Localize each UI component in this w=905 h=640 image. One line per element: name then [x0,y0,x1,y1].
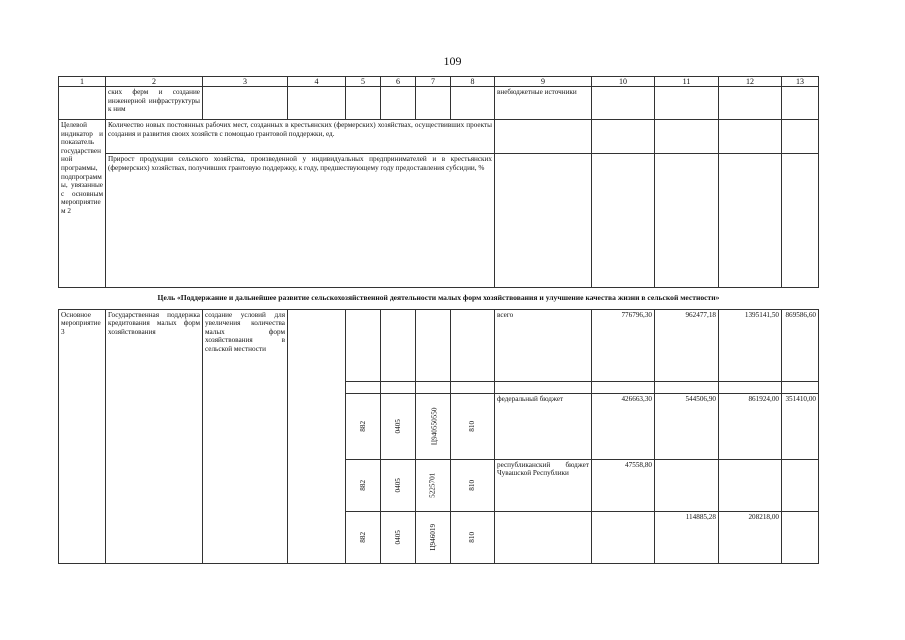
table-cell [288,309,346,563]
value-republic2-11: 114885,28 [655,511,719,563]
rzpr-code: 0405 [381,459,416,511]
measure-total-row [59,309,819,381]
table-cell [592,154,655,288]
table-cell [451,381,495,393]
value-federal-11: 544506,90 [655,393,719,459]
table-cell [381,87,416,120]
rzpr-code: 0405 [381,511,416,563]
table-cell [655,381,719,393]
csr-code: 5225701 [416,459,451,511]
col-header: 8 [451,77,495,87]
table-cell [451,309,495,381]
table-cell [782,120,819,154]
table-cell [416,309,451,381]
vr-code: 810 [451,511,495,563]
vr-code: 810 [451,459,495,511]
col-header: 6 [381,77,416,87]
table-cell [719,381,782,393]
col-header: 4 [288,77,346,87]
continuation-row [59,87,819,120]
value-federal-10: 426663,30 [592,393,655,459]
measure-label: Основное мероприятие 3 [59,309,106,563]
header-row [59,77,819,87]
col-header: 12 [719,77,782,87]
col-header: 10 [592,77,655,87]
table-cell [495,120,592,154]
table-cell [782,459,819,511]
table-cell [346,381,381,393]
col-header: 2 [106,77,203,87]
table-cell [719,120,782,154]
table-cell [592,87,655,120]
value-republic-10: 47558,80 [592,459,655,511]
source-federal: федеральный бюджет [495,393,592,459]
rzpr-code: 0405 [381,393,416,459]
col-header: 13 [782,77,819,87]
measure-title: Государственная поддержка кредитования малых форм хозяйствования [106,309,203,563]
table-cell [592,511,655,563]
indicator-row-2 [59,154,819,288]
source-total: всего [495,309,592,381]
col-header: 11 [655,77,719,87]
indicator-item-1: Количество новых постоянных рабочих мест, созданных в крестьянских (фермерских) хозяйствах, осуществивших проекты создания и развития своих хозяйств с помощью грантовой поддержки, ед. [106,120,495,154]
table-cell [782,381,819,393]
table-cell [782,87,819,120]
table-cell [782,154,819,288]
col-header: 9 [495,77,592,87]
table-cell [381,381,416,393]
table-cell [655,154,719,288]
table-cell [59,87,106,120]
csr-code: Ц940550550 [416,393,451,459]
table-cell [495,154,592,288]
csr-code: Ц946019 [416,511,451,563]
value-total-13: 869586,60 [782,309,819,381]
table-cell [288,87,346,120]
indicator-item-2: Прирост продукции сельского хозяйства, произведенной у индивидуальных предпринимателей и в крестьянских (фермерских) хозяйствах, получивших грантовую поддержку, к году, предшествующему году предоставления субсидии, % [106,154,495,288]
indicator-label: Целевой индикатор и показатель государственной программы, подпрограммы, увязанные с основным мероприятием 2 [59,120,106,288]
indicator-row-1 [59,120,819,154]
table-cell [655,459,719,511]
table-cell [782,511,819,563]
measure-goal: создание условий для увеличения количества малых форм хозяйствования в сельской местности [203,309,288,563]
value-federal-12: 861924,00 [719,393,782,459]
table-cell [719,459,782,511]
table-cell [719,87,782,120]
col-header: 1 [59,77,106,87]
value-republic2-12: 208218,00 [719,511,782,563]
value-total-12: 1395141,50 [719,309,782,381]
value-federal-13: 351410,00 [782,393,819,459]
table-cell [451,87,495,120]
table-cell [655,87,719,120]
table-cell [416,87,451,120]
col-header: 3 [203,77,288,87]
cont-cell-description: ских ферм и создание инженерной инфраструктуры к ним [106,87,203,120]
table-cell [719,154,782,288]
source-republic: республиканский бюджет Чувашской Республики [495,459,592,511]
grbs-code: 882 [346,511,381,563]
budget-table [58,76,819,564]
table-cell [346,87,381,120]
col-header: 5 [346,77,381,87]
table-cell [495,381,592,393]
table-cell [592,381,655,393]
table-cell [495,511,592,563]
table-cell [655,120,719,154]
table-cell [346,309,381,381]
table-cell [592,120,655,154]
table-cell [381,309,416,381]
page-number: 109 [443,54,462,68]
grbs-code: 882 [346,393,381,459]
col-header: 7 [416,77,451,87]
grbs-code: 882 [346,459,381,511]
vr-code: 810 [451,393,495,459]
table-cell [203,87,288,120]
goal-row [59,288,819,310]
goal-text: Цель «Поддержание и дальнейшее развитие сельскохозяйственной деятельности малых форм хозяйствования и улучшение качества жизни в сельской местности» [59,288,819,310]
value-total-10: 776796,30 [592,309,655,381]
cont-cell-source: внебюджетные источники [495,87,592,120]
table-cell [416,381,451,393]
value-total-11: 962477,18 [655,309,719,381]
